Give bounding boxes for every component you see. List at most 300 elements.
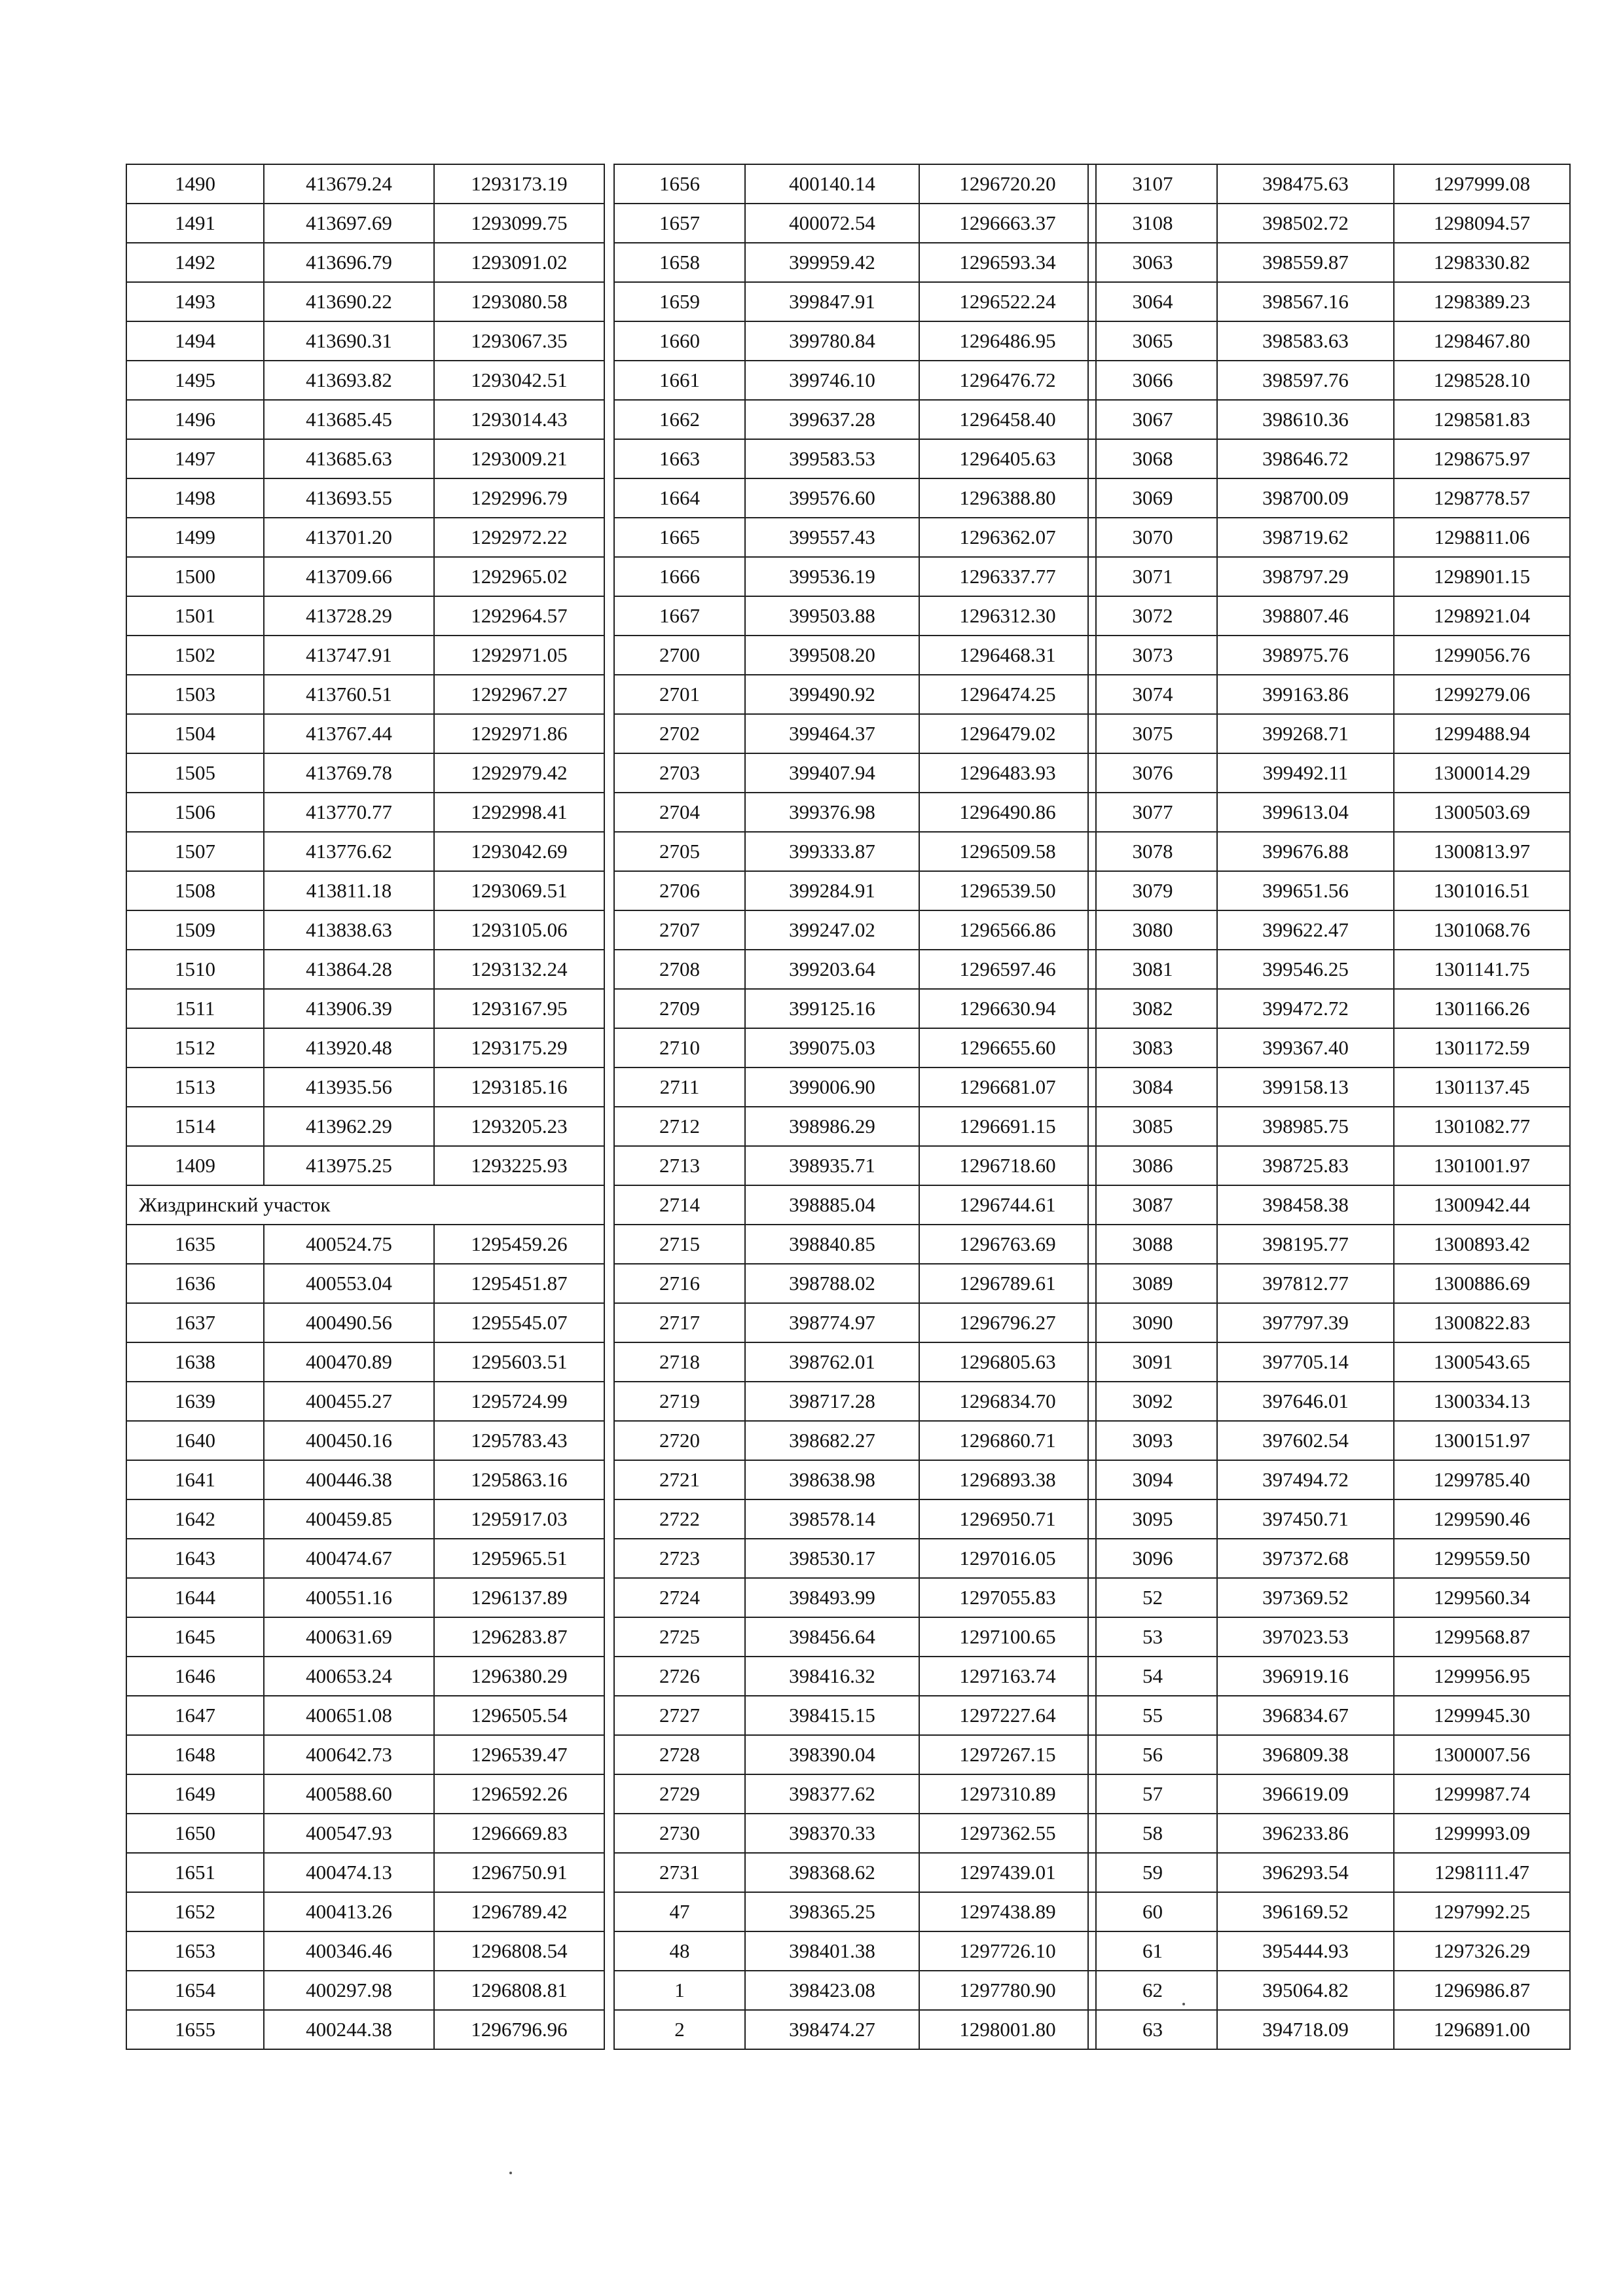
x-coordinate-cell: 400072.54	[745, 204, 919, 243]
x-coordinate-cell: 398583.63	[1217, 321, 1394, 361]
table-row	[1088, 1421, 1570, 1460]
x-coordinate-cell: 400474.13	[264, 1853, 434, 1892]
point-number-cell: 1666	[614, 557, 745, 596]
point-number-cell: 2704	[614, 793, 745, 832]
point-number-cell: 1665	[614, 518, 745, 557]
table-row	[614, 1617, 1096, 1657]
point-number-cell: 63	[1088, 2010, 1217, 2049]
table-row	[1088, 282, 1570, 321]
y-coordinate-cell: 1296483.93	[919, 753, 1096, 793]
table-row	[614, 989, 1096, 1028]
point-number-cell: 3067	[1088, 400, 1217, 439]
table-row	[126, 243, 604, 282]
x-coordinate-cell: 400490.56	[264, 1303, 434, 1342]
y-coordinate-cell: 1293067.35	[434, 321, 604, 361]
y-coordinate-cell: 1293105.06	[434, 910, 604, 950]
point-number-cell: 3088	[1088, 1225, 1217, 1264]
y-coordinate-cell: 1298001.80	[919, 2010, 1096, 2049]
table-row	[614, 1264, 1096, 1303]
y-coordinate-cell: 1299590.46	[1394, 1499, 1570, 1539]
point-number-cell: 3072	[1088, 596, 1217, 636]
x-coordinate-cell: 400651.08	[264, 1696, 434, 1735]
x-coordinate-cell: 394718.09	[1217, 2010, 1394, 2049]
point-number-cell: 1636	[126, 1264, 264, 1303]
point-number-cell: 1504	[126, 714, 264, 753]
x-coordinate-cell: 398985.75	[1217, 1107, 1394, 1146]
table-row	[1088, 989, 1570, 1028]
point-number-cell: 1663	[614, 439, 745, 478]
point-number-cell: 1641	[126, 1460, 264, 1499]
point-number-cell: 2703	[614, 753, 745, 793]
table-row	[614, 2010, 1096, 2049]
point-number-cell: 2705	[614, 832, 745, 871]
table-row	[614, 1657, 1096, 1696]
x-coordinate-cell: 399508.20	[745, 636, 919, 675]
table-row	[126, 1539, 604, 1578]
y-coordinate-cell: 1295603.51	[434, 1342, 604, 1382]
y-coordinate-cell: 1300151.97	[1394, 1421, 1570, 1460]
point-number-cell: 1499	[126, 518, 264, 557]
x-coordinate-cell: 399959.42	[745, 243, 919, 282]
coordinates-table-middle	[613, 164, 1097, 2050]
table-row	[614, 282, 1096, 321]
table-row	[126, 1460, 604, 1499]
point-number-cell: 3090	[1088, 1303, 1217, 1342]
point-number-cell: 2730	[614, 1814, 745, 1853]
point-number-cell: 1511	[126, 989, 264, 1028]
x-coordinate-cell: 398456.64	[745, 1617, 919, 1657]
point-number-cell: 1495	[126, 361, 264, 400]
x-coordinate-cell: 399622.47	[1217, 910, 1394, 950]
x-coordinate-cell: 413920.48	[264, 1028, 434, 1067]
point-number-cell: 1	[614, 1971, 745, 2010]
y-coordinate-cell: 1300942.44	[1394, 1185, 1570, 1225]
point-number-cell: 52	[1088, 1578, 1217, 1617]
point-number-cell: 2711	[614, 1067, 745, 1107]
x-coordinate-cell: 398530.17	[745, 1539, 919, 1578]
point-number-cell: 58	[1088, 1814, 1217, 1853]
y-coordinate-cell: 1293014.43	[434, 400, 604, 439]
x-coordinate-cell: 399847.91	[745, 282, 919, 321]
x-coordinate-cell: 399557.43	[745, 518, 919, 557]
table-row	[126, 714, 604, 753]
x-coordinate-cell: 400588.60	[264, 1774, 434, 1814]
table-row	[126, 832, 604, 871]
point-number-cell: 1662	[614, 400, 745, 439]
x-coordinate-cell: 400653.24	[264, 1657, 434, 1696]
table-row	[126, 636, 604, 675]
point-number-cell: 1409	[126, 1146, 264, 1185]
point-number-cell: 54	[1088, 1657, 1217, 1696]
y-coordinate-cell: 1297227.64	[919, 1696, 1096, 1735]
y-coordinate-cell: 1298094.57	[1394, 204, 1570, 243]
y-coordinate-cell: 1296593.34	[919, 243, 1096, 282]
table-row	[614, 714, 1096, 753]
point-number-cell: 1661	[614, 361, 745, 400]
point-number-cell: 3077	[1088, 793, 1217, 832]
table-row	[1088, 478, 1570, 518]
x-coordinate-cell: 398390.04	[745, 1735, 919, 1774]
x-coordinate-cell: 399490.92	[745, 675, 919, 714]
point-number-cell: 2	[614, 2010, 745, 2049]
point-number-cell: 2714	[614, 1185, 745, 1225]
point-number-cell: 1658	[614, 243, 745, 282]
point-number-cell: 1512	[126, 1028, 264, 1067]
y-coordinate-cell: 1298389.23	[1394, 282, 1570, 321]
y-coordinate-cell: 1300334.13	[1394, 1382, 1570, 1421]
point-number-cell: 1501	[126, 596, 264, 636]
point-number-cell: 1497	[126, 439, 264, 478]
table-row	[126, 1931, 604, 1971]
y-coordinate-cell: 1292972.22	[434, 518, 604, 557]
table-row	[1088, 1067, 1570, 1107]
table-row	[1088, 1735, 1570, 1774]
table-row	[126, 1696, 604, 1735]
y-coordinate-cell: 1293042.69	[434, 832, 604, 871]
table-row	[126, 1578, 604, 1617]
point-number-cell: 1492	[126, 243, 264, 282]
table-row	[126, 2010, 604, 2049]
y-coordinate-cell: 1296808.81	[434, 1971, 604, 2010]
point-number-cell: 1655	[126, 2010, 264, 2049]
x-coordinate-cell: 399376.98	[745, 793, 919, 832]
y-coordinate-cell: 1296669.83	[434, 1814, 604, 1853]
point-number-cell: 1490	[126, 164, 264, 204]
x-coordinate-cell: 413811.18	[264, 871, 434, 910]
x-coordinate-cell: 400446.38	[264, 1460, 434, 1499]
x-coordinate-cell: 400631.69	[264, 1617, 434, 1657]
point-number-cell: 2729	[614, 1774, 745, 1814]
y-coordinate-cell: 1301166.26	[1394, 989, 1570, 1028]
x-coordinate-cell: 395444.93	[1217, 1931, 1394, 1971]
point-number-cell: 2709	[614, 989, 745, 1028]
y-coordinate-cell: 1293091.02	[434, 243, 604, 282]
table-row	[1088, 1264, 1570, 1303]
table-row	[1088, 793, 1570, 832]
point-number-cell: 3087	[1088, 1185, 1217, 1225]
table-row	[1088, 361, 1570, 400]
point-number-cell: 2713	[614, 1146, 745, 1185]
y-coordinate-cell: 1296986.87	[1394, 1971, 1570, 2010]
point-number-cell: 1639	[126, 1382, 264, 1421]
table-row	[1088, 518, 1570, 557]
y-coordinate-cell: 1299987.74	[1394, 1774, 1570, 1814]
table-row	[126, 793, 604, 832]
y-coordinate-cell: 1296744.61	[919, 1185, 1096, 1225]
y-coordinate-cell: 1296630.94	[919, 989, 1096, 1028]
y-coordinate-cell: 1300503.69	[1394, 793, 1570, 832]
table-row	[126, 164, 604, 204]
point-number-cell: 3065	[1088, 321, 1217, 361]
x-coordinate-cell: 399536.19	[745, 557, 919, 596]
point-number-cell: 1650	[126, 1814, 264, 1853]
y-coordinate-cell: 1301172.59	[1394, 1028, 1570, 1067]
x-coordinate-cell: 397369.52	[1217, 1578, 1394, 1617]
point-number-cell: 2706	[614, 871, 745, 910]
y-coordinate-cell: 1296718.60	[919, 1146, 1096, 1185]
table-row	[614, 1735, 1096, 1774]
x-coordinate-cell: 413697.69	[264, 204, 434, 243]
x-coordinate-cell: 398725.83	[1217, 1146, 1394, 1185]
x-coordinate-cell: 399637.28	[745, 400, 919, 439]
table-row	[126, 518, 604, 557]
point-number-cell: 2707	[614, 910, 745, 950]
y-coordinate-cell: 1296474.25	[919, 675, 1096, 714]
y-coordinate-cell: 1292964.57	[434, 596, 604, 636]
y-coordinate-cell: 1298330.82	[1394, 243, 1570, 282]
x-coordinate-cell: 413685.45	[264, 400, 434, 439]
point-number-cell: 60	[1088, 1892, 1217, 1931]
table-row	[614, 164, 1096, 204]
point-number-cell: 3089	[1088, 1264, 1217, 1303]
x-coordinate-cell: 399158.13	[1217, 1067, 1394, 1107]
x-coordinate-cell: 399407.94	[745, 753, 919, 793]
x-coordinate-cell: 399125.16	[745, 989, 919, 1028]
point-number-cell: 1506	[126, 793, 264, 832]
point-number-cell: 1491	[126, 204, 264, 243]
point-number-cell: 3085	[1088, 1107, 1217, 1146]
point-number-cell: 2726	[614, 1657, 745, 1696]
x-coordinate-cell: 413747.91	[264, 636, 434, 675]
x-coordinate-cell: 397797.39	[1217, 1303, 1394, 1342]
x-coordinate-cell: 398975.76	[1217, 636, 1394, 675]
y-coordinate-cell: 1299056.76	[1394, 636, 1570, 675]
y-coordinate-cell: 1298811.06	[1394, 518, 1570, 557]
table-row	[126, 1264, 604, 1303]
table-row	[1088, 636, 1570, 675]
point-number-cell: 1649	[126, 1774, 264, 1814]
point-number-cell: 1514	[126, 1107, 264, 1146]
table-row	[1088, 1657, 1570, 1696]
point-number-cell: 3091	[1088, 1342, 1217, 1382]
y-coordinate-cell: 1301068.76	[1394, 910, 1570, 950]
table-row	[614, 1499, 1096, 1539]
y-coordinate-cell: 1293167.95	[434, 989, 604, 1028]
y-coordinate-cell: 1301141.75	[1394, 950, 1570, 989]
table-row	[1088, 1539, 1570, 1578]
table-row	[614, 1225, 1096, 1264]
point-number-cell: 3079	[1088, 871, 1217, 910]
table-row	[614, 1107, 1096, 1146]
x-coordinate-cell: 397450.71	[1217, 1499, 1394, 1539]
y-coordinate-cell: 1296137.89	[434, 1578, 604, 1617]
y-coordinate-cell: 1296808.54	[434, 1931, 604, 1971]
y-coordinate-cell: 1295545.07	[434, 1303, 604, 1342]
point-number-cell: 2716	[614, 1264, 745, 1303]
point-number-cell: 2712	[614, 1107, 745, 1146]
x-coordinate-cell: 398559.87	[1217, 243, 1394, 282]
y-coordinate-cell: 1296337.77	[919, 557, 1096, 596]
x-coordinate-cell: 399163.86	[1217, 675, 1394, 714]
table-row	[1088, 557, 1570, 596]
table-row	[1088, 1578, 1570, 1617]
x-coordinate-cell: 398719.62	[1217, 518, 1394, 557]
table-row	[1088, 1617, 1570, 1657]
point-number-cell: 3107	[1088, 164, 1217, 204]
point-number-cell: 61	[1088, 1931, 1217, 1971]
table-row	[126, 1657, 604, 1696]
x-coordinate-cell: 413685.63	[264, 439, 434, 478]
x-coordinate-cell: 413760.51	[264, 675, 434, 714]
table-row	[614, 596, 1096, 636]
point-number-cell: 1646	[126, 1657, 264, 1696]
y-coordinate-cell: 1293009.21	[434, 439, 604, 478]
table-row	[126, 400, 604, 439]
table-row	[614, 793, 1096, 832]
x-coordinate-cell: 398415.15	[745, 1696, 919, 1735]
y-coordinate-cell: 1296597.46	[919, 950, 1096, 989]
y-coordinate-cell: 1301001.97	[1394, 1146, 1570, 1185]
table-row	[1088, 753, 1570, 793]
y-coordinate-cell: 1297267.15	[919, 1735, 1096, 1774]
y-coordinate-cell: 1296893.38	[919, 1460, 1096, 1499]
table-row	[126, 1146, 604, 1185]
y-coordinate-cell: 1296539.47	[434, 1735, 604, 1774]
x-coordinate-cell: 413690.31	[264, 321, 434, 361]
table-row	[126, 1853, 604, 1892]
x-coordinate-cell: 400297.98	[264, 1971, 434, 2010]
point-number-cell: 1659	[614, 282, 745, 321]
y-coordinate-cell: 1299559.50	[1394, 1539, 1570, 1578]
y-coordinate-cell: 1296522.24	[919, 282, 1096, 321]
point-number-cell: 47	[614, 1892, 745, 1931]
table-row	[126, 989, 604, 1028]
y-coordinate-cell: 1296805.63	[919, 1342, 1096, 1382]
x-coordinate-cell: 397705.14	[1217, 1342, 1394, 1382]
x-coordinate-cell: 398567.16	[1217, 282, 1394, 321]
x-coordinate-cell: 399613.04	[1217, 793, 1394, 832]
table-row	[1088, 910, 1570, 950]
y-coordinate-cell: 1293132.24	[434, 950, 604, 989]
point-number-cell: 3093	[1088, 1421, 1217, 1460]
y-coordinate-cell: 1298528.10	[1394, 361, 1570, 400]
y-coordinate-cell: 1296380.29	[434, 1657, 604, 1696]
y-coordinate-cell: 1296763.69	[919, 1225, 1096, 1264]
x-coordinate-cell: 413693.82	[264, 361, 434, 400]
y-coordinate-cell: 1296789.42	[434, 1892, 604, 1931]
x-coordinate-cell: 398475.63	[1217, 164, 1394, 204]
y-coordinate-cell: 1293099.75	[434, 204, 604, 243]
y-coordinate-cell: 1296891.00	[1394, 2010, 1570, 2049]
x-coordinate-cell: 413776.62	[264, 832, 434, 871]
x-coordinate-cell: 399676.88	[1217, 832, 1394, 871]
y-coordinate-cell: 1297326.29	[1394, 1931, 1570, 1971]
y-coordinate-cell: 1295451.87	[434, 1264, 604, 1303]
y-coordinate-cell: 1300007.56	[1394, 1735, 1570, 1774]
x-coordinate-cell: 398377.62	[745, 1774, 919, 1814]
x-coordinate-cell: 399203.64	[745, 950, 919, 989]
table-row	[126, 753, 604, 793]
x-coordinate-cell: 400470.89	[264, 1342, 434, 1382]
table-row	[126, 1421, 604, 1460]
x-coordinate-cell: 413769.78	[264, 753, 434, 793]
table-row	[126, 1735, 604, 1774]
point-number-cell: 1510	[126, 950, 264, 989]
x-coordinate-cell: 399367.40	[1217, 1028, 1394, 1067]
table-row	[126, 1774, 604, 1814]
x-coordinate-cell: 400244.38	[264, 2010, 434, 2049]
y-coordinate-cell: 1296479.02	[919, 714, 1096, 753]
table-row	[614, 1342, 1096, 1382]
point-number-cell: 1667	[614, 596, 745, 636]
x-coordinate-cell: 398700.09	[1217, 478, 1394, 518]
point-number-cell: 1654	[126, 1971, 264, 2010]
table-row	[126, 557, 604, 596]
y-coordinate-cell: 1301016.51	[1394, 871, 1570, 910]
table-row	[614, 1892, 1096, 1931]
table-row	[614, 1303, 1096, 1342]
point-number-cell: 2715	[614, 1225, 745, 1264]
y-coordinate-cell: 1301137.45	[1394, 1067, 1570, 1107]
table-row	[1088, 1892, 1570, 1931]
y-coordinate-cell: 1300014.29	[1394, 753, 1570, 793]
table-row	[1088, 1971, 1570, 2010]
table-row	[1088, 439, 1570, 478]
y-coordinate-cell: 1296283.87	[434, 1617, 604, 1657]
table-row	[1088, 1814, 1570, 1853]
table-row	[614, 557, 1096, 596]
point-number-cell: 3063	[1088, 243, 1217, 282]
x-coordinate-cell: 397646.01	[1217, 1382, 1394, 1421]
y-coordinate-cell: 1296539.50	[919, 871, 1096, 910]
y-coordinate-cell: 1296663.37	[919, 204, 1096, 243]
table-row	[1088, 1107, 1570, 1146]
y-coordinate-cell: 1300886.69	[1394, 1264, 1570, 1303]
table-row	[614, 1067, 1096, 1107]
point-number-cell: 3073	[1088, 636, 1217, 675]
table-row	[614, 204, 1096, 243]
y-coordinate-cell: 1296789.61	[919, 1264, 1096, 1303]
point-number-cell: 1652	[126, 1892, 264, 1931]
y-coordinate-cell: 1295724.99	[434, 1382, 604, 1421]
table-row	[614, 753, 1096, 793]
y-coordinate-cell: 1292971.86	[434, 714, 604, 753]
point-number-cell: 1660	[614, 321, 745, 361]
x-coordinate-cell: 400642.73	[264, 1735, 434, 1774]
y-coordinate-cell: 1292971.05	[434, 636, 604, 675]
table-row	[126, 1225, 604, 1264]
y-coordinate-cell: 1296458.40	[919, 400, 1096, 439]
y-coordinate-cell: 1295917.03	[434, 1499, 604, 1539]
point-number-cell: 1637	[126, 1303, 264, 1342]
y-coordinate-cell: 1298111.47	[1394, 1853, 1570, 1892]
table-row	[614, 1696, 1096, 1735]
point-number-cell: 1503	[126, 675, 264, 714]
x-coordinate-cell: 399333.87	[745, 832, 919, 871]
x-coordinate-cell: 413975.25	[264, 1146, 434, 1185]
point-number-cell: 1642	[126, 1499, 264, 1539]
y-coordinate-cell: 1297992.25	[1394, 1892, 1570, 1931]
table-row	[614, 1578, 1096, 1617]
y-coordinate-cell: 1295965.51	[434, 1539, 604, 1578]
table-row	[126, 871, 604, 910]
point-number-cell: 2719	[614, 1382, 745, 1421]
x-coordinate-cell: 397494.72	[1217, 1460, 1394, 1499]
x-coordinate-cell: 398840.85	[745, 1225, 919, 1264]
x-coordinate-cell: 413906.39	[264, 989, 434, 1028]
x-coordinate-cell: 396619.09	[1217, 1774, 1394, 1814]
table-row	[126, 1382, 604, 1421]
x-coordinate-cell: 399075.03	[745, 1028, 919, 1067]
point-number-cell: 2728	[614, 1735, 745, 1774]
table-row	[614, 439, 1096, 478]
x-coordinate-cell: 400474.67	[264, 1539, 434, 1578]
x-coordinate-cell: 397812.77	[1217, 1264, 1394, 1303]
point-number-cell: 3071	[1088, 557, 1217, 596]
y-coordinate-cell: 1299993.09	[1394, 1814, 1570, 1853]
y-coordinate-cell: 1296468.31	[919, 636, 1096, 675]
table-row	[126, 1303, 604, 1342]
